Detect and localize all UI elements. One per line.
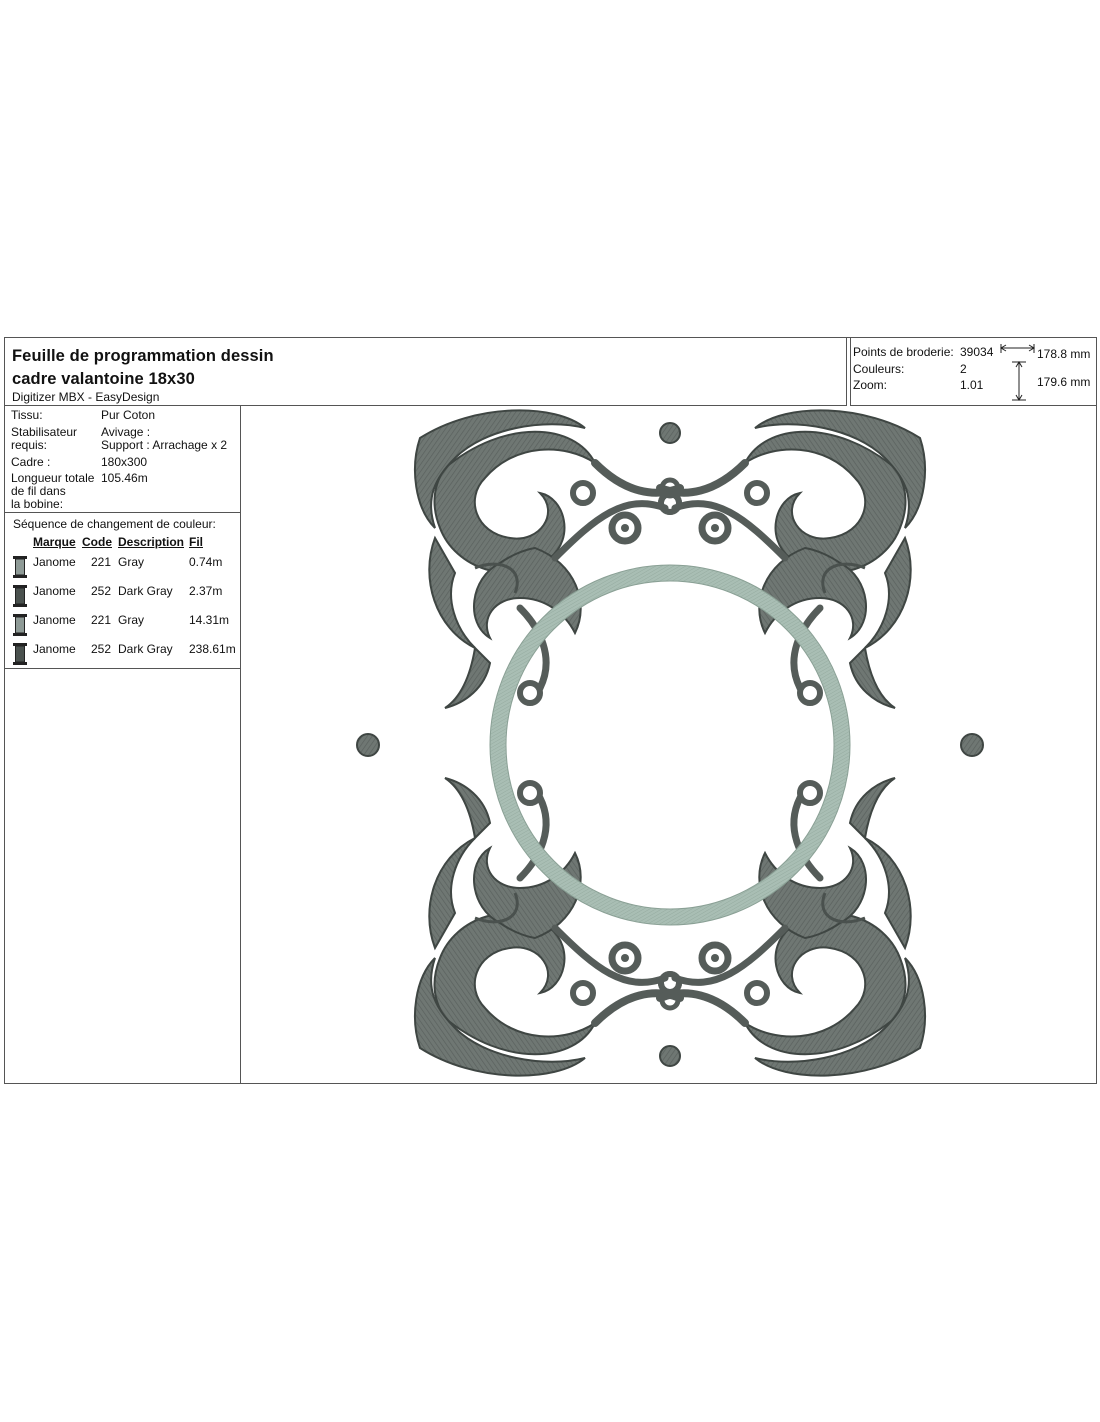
stabilizer-value: Avivage : [101, 425, 151, 439]
table-row [5, 643, 241, 663]
embroidery-frame-design [245, 408, 1095, 1080]
stitches-value: 39034 [960, 345, 994, 359]
stitches-label: Points de broderie: [853, 345, 954, 359]
stabilizer-label-2: requis: [11, 438, 48, 452]
table-row [5, 556, 241, 576]
sequence-divider [5, 668, 241, 669]
thread-code: 221 [91, 613, 112, 627]
dimension-arrows-icon [998, 342, 1038, 404]
top-bead-ornament [660, 423, 680, 443]
hoop-value: 180x300 [101, 455, 148, 469]
colors-value: 2 [960, 362, 967, 376]
thread-spool-icon [12, 555, 28, 579]
thread-length-label: Longueur totale [11, 471, 95, 485]
column-brand: Marque [33, 535, 76, 549]
thread-brand: Janome [33, 642, 76, 656]
thread-code: 252 [91, 584, 112, 598]
stabilizer-value-2: Support : Arrachage x 2 [101, 438, 228, 452]
fabric-value: Pur Coton [101, 408, 156, 422]
properties-panel [5, 406, 241, 1083]
thread-code: 252 [91, 642, 112, 656]
design-name: cadre valantoine 18x30 [12, 370, 195, 388]
thread-length-label-3: la bobine: [11, 497, 64, 511]
sheet-title: Feuille de programmation dessin [12, 347, 274, 365]
thread-thread: 0.74m [189, 555, 223, 569]
left-bead-ornament [357, 734, 379, 756]
design-height: 179.6 mm [1037, 375, 1091, 389]
thread-brand: Janome [33, 555, 76, 569]
thread-length-label-2: de fil dans [11, 484, 66, 498]
column-description: Description [118, 535, 185, 549]
column-thread: Fil [189, 535, 203, 549]
zoom-label: Zoom: [853, 378, 888, 392]
colors-label: Couleurs: [853, 362, 905, 376]
center-ring [498, 573, 842, 917]
thread-description: Dark Gray [118, 584, 173, 598]
thread-thread: 14.31m [189, 613, 230, 627]
thread-description: Dark Gray [118, 642, 173, 656]
programming-sheet [4, 337, 1097, 1084]
table-row [5, 614, 241, 634]
design-stats [850, 338, 1096, 406]
stabilizer-label: Stabilisateur [11, 425, 78, 439]
thread-length-value: 105.46m [101, 471, 148, 485]
table-row [5, 585, 241, 605]
thread-thread: 2.37m [189, 584, 223, 598]
design-width: 178.8 mm [1037, 347, 1091, 361]
sheet-header [5, 338, 847, 406]
software-name: Digitizer MBX - EasyDesign [12, 390, 160, 404]
thread-code: 221 [91, 555, 112, 569]
thread-description: Gray [118, 613, 145, 627]
bottom-bead-ornament [660, 1046, 680, 1066]
thread-thread: 238.61m [189, 642, 236, 656]
thread-spool-icon [12, 613, 28, 637]
zoom-value: 1.01 [960, 378, 984, 392]
properties-divider [5, 512, 241, 513]
thread-brand: Janome [33, 584, 76, 598]
thread-description: Gray [118, 555, 145, 569]
thread-spool-icon [12, 584, 28, 608]
column-code: Code [82, 535, 112, 549]
right-bead-ornament [961, 734, 983, 756]
fabric-label: Tissu: [11, 408, 43, 422]
thread-brand: Janome [33, 613, 76, 627]
color-sequence-title: Séquence de changement de couleur: [13, 517, 216, 531]
hoop-label: Cadre : [11, 455, 51, 469]
thread-spool-icon [12, 642, 28, 666]
